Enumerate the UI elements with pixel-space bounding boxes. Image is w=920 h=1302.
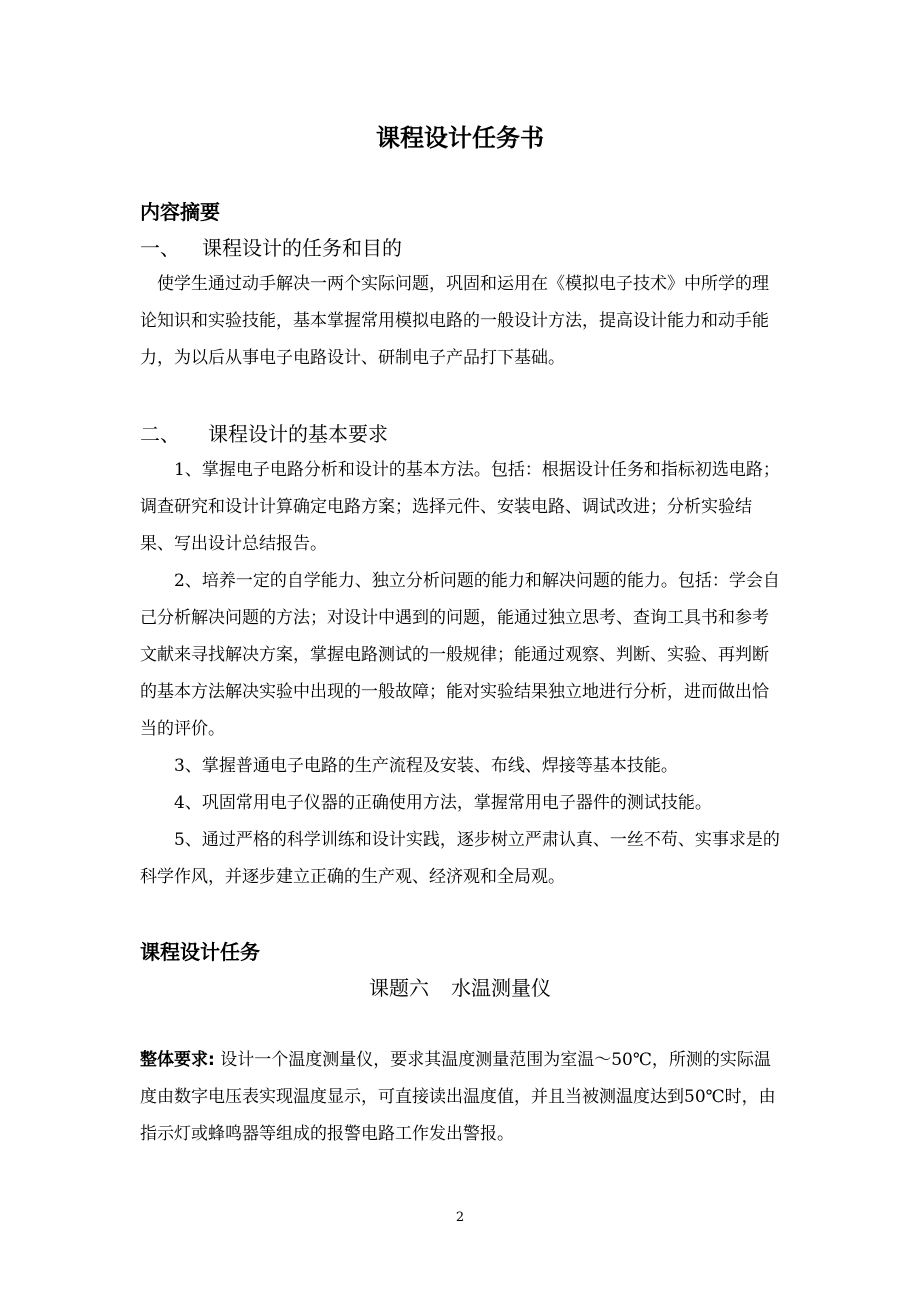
requirement-label: 整体要求:	[140, 1050, 215, 1070]
page-number: 2	[455, 1210, 465, 1225]
summary-heading: 内容摘要	[140, 200, 220, 224]
section2-title: 课程设计的基本要求	[208, 422, 388, 446]
section1-heading	[140, 232, 402, 261]
document-title: 课程设计任务书	[376, 124, 544, 152]
section2-body	[140, 452, 780, 896]
task-heading: 课程设计任务	[140, 940, 260, 964]
section1-title: 课程设计的任务和目的	[202, 236, 402, 260]
requirement-item-4: 4、巩固常用电子仪器的正确使用方法，掌握常用电子器件的测试技能。	[174, 793, 712, 813]
requirement-item-1: 1、掌握电子电路分析和设计的基本方法。包括：根据设计任务和指标初选电路；调查研究和设计计算确定电路方案；选择元件、安装电路、调试改进；分析实验结果、写出设计总结报告。	[140, 460, 780, 554]
section2-number: 二、	[140, 422, 180, 446]
section1-number: 一、	[140, 236, 180, 260]
topic-number: 课题六	[369, 976, 429, 1000]
overall-requirement	[140, 1042, 780, 1153]
requirement-item-3: 3、掌握普通电子电路的生产流程及安装、布线、焊接等基本技能。	[174, 756, 678, 776]
requirement-item-2: 2、培养一定的自学能力、独立分析问题的能力和解决问题的能力。包括：学会自己分析解决问题的方法；对设计中遇到的问题，能通过独立思考、查询工具书和参考文献来寻找解决方案，掌握电路测试的一般规律；能通过观察、判断、实验、再判断的基本方法解决实验中出现的一般故障；能对实验结果独立地进行分析，进而做出恰当的评价。	[140, 571, 780, 739]
requirement-item-5: 5、通过严格的科学训练和设计实践，逐步树立严肃认真、一丝不苟、实事求是的科学作风，并逐步建立正确的生产观、经济观和全局观。	[140, 830, 780, 887]
section1-body	[140, 266, 780, 377]
section1-paragraph: 使学生通过动手解决一两个实际问题，巩固和运用在《模拟电子技术》中所学的理论知识和实验技能，基本掌握常用模拟电路的一般设计方法，提高设计能力和动手能力，为以后从事电子电路设计、研制电子产品打下基础。	[140, 274, 769, 368]
topic-title	[0, 972, 920, 1001]
topic-name: 水温测量仪	[451, 976, 551, 1000]
section2-heading	[140, 418, 388, 447]
requirement-text: 设计一个温度测量仪，要求其温度测量范围为室温～50℃，所测的实际温度由数字电压表实现温度显示，可直接读出温度值，并且当被测温度达到50℃时，由指示灯或蜂鸣器等组成的报警电路工作发出警报。	[140, 1050, 776, 1144]
